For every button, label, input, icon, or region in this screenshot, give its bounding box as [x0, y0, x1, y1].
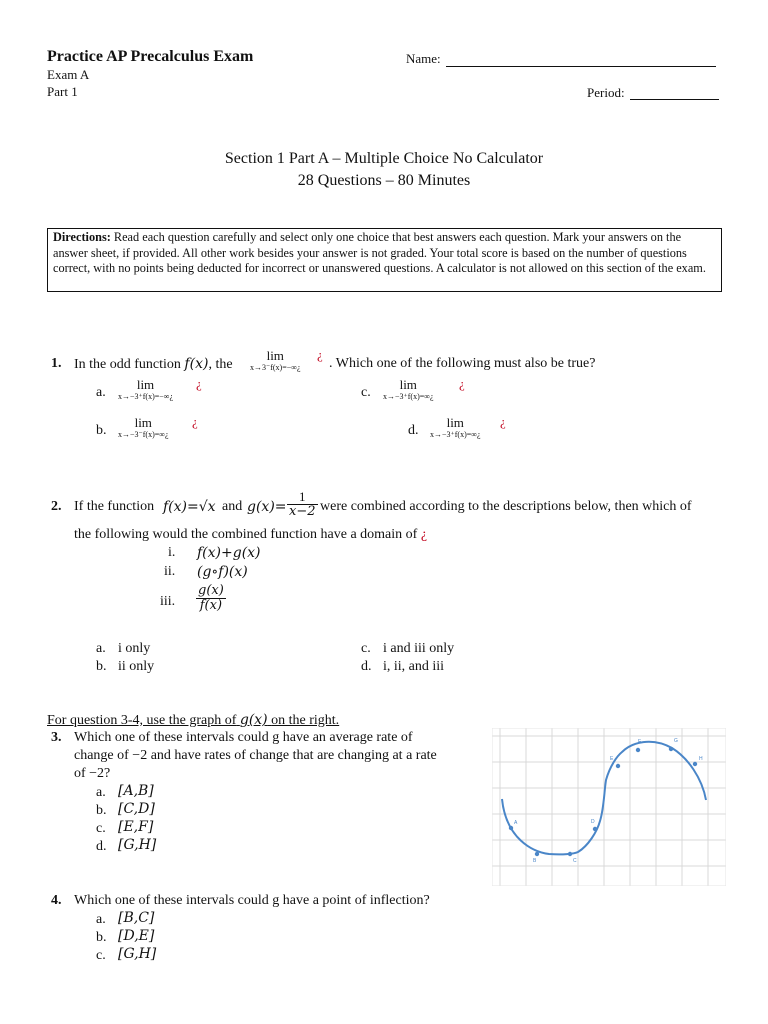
q1-lim-word: lim: [266, 348, 284, 363]
q1-choice-d-lim: lim: [446, 415, 464, 430]
graph-point-label: H: [699, 756, 703, 762]
q34-intro-b: on the right.: [271, 713, 340, 728]
q1-choice-a[interactable]: [118, 378, 173, 401]
q2-choice-c-letter[interactable]: c.: [361, 641, 371, 656]
q1-choice-a-mark: ¿: [196, 376, 202, 391]
q1-choice-b-mark: ¿: [192, 414, 198, 429]
q2-choice-a[interactable]: i only: [118, 641, 151, 656]
graph-point: [509, 826, 513, 830]
q1-choice-c[interactable]: [383, 378, 434, 401]
q1-choice-a-lim: lim: [136, 377, 155, 392]
q1-choice-a-letter[interactable]: a.: [96, 385, 106, 400]
period-label: Period:: [587, 85, 625, 100]
q34-intro-gx: g(x): [239, 712, 268, 728]
graph-point-label: G: [674, 738, 678, 744]
part-label: Part 1: [47, 84, 78, 99]
q3-choice-c[interactable]: [E,F]: [118, 819, 154, 835]
q2-item-iii-roman: iii.: [160, 594, 176, 609]
graph-point-label: D: [591, 819, 595, 825]
q2-choice-b-letter[interactable]: b.: [96, 659, 107, 674]
q1-choice-d-sub: x→−3⁺f(x)=∞¿: [430, 430, 481, 439]
graph-point-label: F: [638, 739, 642, 745]
q1-fx: f(x): [184, 356, 209, 372]
q1-choice-b[interactable]: [118, 416, 169, 439]
q2-number: 2.: [51, 499, 62, 514]
q3-choice-c-letter[interactable]: c.: [96, 821, 106, 836]
q2-item-iii-fraction: [196, 584, 226, 613]
q2-text-b: were combined according to the descriptions below, then which of: [320, 499, 692, 514]
q2-choice-c[interactable]: i and iii only: [383, 641, 455, 656]
graph-point: [616, 764, 620, 768]
section-title: Section 1 Part A – Multiple Choice No Calculator: [224, 150, 544, 167]
q3-number: 3.: [51, 730, 62, 745]
exam-label: Exam A: [47, 67, 90, 82]
q2-and: and: [222, 499, 243, 514]
q2-mark: ¿: [420, 527, 428, 542]
q2-item-i-expr: f(x)+g(x): [197, 545, 261, 561]
name-label: Name:: [406, 51, 441, 66]
graph-point: [669, 747, 673, 751]
q3-choice-b-letter[interactable]: b.: [96, 803, 107, 818]
q2-g-num: 1: [287, 490, 318, 505]
q2-g-den: x−2: [289, 504, 316, 519]
exam-title: Practice AP Precalculus Exam: [47, 48, 254, 65]
q3-line3: of −2?: [74, 766, 111, 781]
q1-choice-c-letter[interactable]: c.: [361, 385, 371, 400]
q1-choice-c-sub: x→−3⁺f(x)=∞¿: [383, 392, 434, 401]
period-field[interactable]: [630, 86, 719, 100]
directions-box: [47, 228, 722, 292]
q3-line1: Which one of these intervals could g have an average rate of: [74, 730, 413, 745]
directions-text: Read each question carefully and select only one choice that best answers each question. Mark your answers on the answer sheet, if provided. All other work besides your answer is not graded. Your total score is based on the number of questions correct, with no points being deducted for incorrect or unanswered questions. A calculator is not allowed on this section of the exam.: [53, 230, 706, 276]
q2-item-ii-expr: (g∘f)(x): [197, 564, 248, 580]
directions-label: Directions:: [53, 230, 111, 244]
q1-choice-d-letter[interactable]: d.: [408, 423, 419, 438]
q2-g-fraction: [287, 490, 318, 519]
q2-item-iii-num: g(x): [198, 583, 224, 598]
q3-choice-b[interactable]: [C,D]: [118, 801, 155, 817]
q1-text-b: , the: [208, 357, 233, 372]
q2-item-ii-roman: ii.: [164, 564, 176, 579]
section-subtitle: 28 Questions – 80 Minutes: [297, 172, 471, 189]
q4-text: Which one of these intervals could g have a point of inflection?: [74, 893, 430, 908]
q1-lim-sub: x→3⁻f(x)=−∞¿: [250, 363, 301, 372]
q1-choice-b-lim: lim: [134, 415, 152, 430]
q2-g-def-left: g(x)=: [247, 499, 287, 515]
q1-choice-b-sub: x→−3⁻f(x)=∞¿: [118, 430, 169, 439]
q1-choice-a-sub: x→−3⁺f(x)=−∞¿: [118, 392, 174, 401]
graph-point-label: C: [573, 858, 577, 864]
graph-point: [568, 852, 572, 856]
q1-choice-c-lim: lim: [399, 377, 417, 392]
q2-item-iii-den: f(x): [199, 598, 223, 613]
q1-text-start: [74, 356, 233, 373]
graph-point: [693, 762, 697, 766]
q2-text-c-span: the following would the combined function have a domain of: [74, 527, 418, 542]
q3-choice-d[interactable]: [G,H]: [118, 837, 157, 853]
q34-intro-a: For question 3-4, use the graph of: [47, 713, 237, 728]
graph-point: [593, 827, 597, 831]
graph-grid: [492, 728, 726, 886]
q2-choice-a-letter[interactable]: a.: [96, 641, 106, 656]
q2-text-c: [74, 527, 427, 543]
q4-choice-b[interactable]: [D,E]: [118, 928, 155, 944]
q1-choice-d-mark: ¿: [500, 414, 506, 429]
graph-point: [535, 852, 539, 856]
q1-text-c: . Which one of the following must also be true?: [329, 356, 596, 371]
q3-choice-a[interactable]: [A,B]: [118, 783, 154, 799]
q2-item-i-roman: i.: [168, 545, 176, 560]
q3-choice-a-letter[interactable]: a.: [96, 785, 106, 800]
q4-choice-a[interactable]: [B,C]: [118, 910, 155, 926]
graph-point-label: A: [514, 820, 518, 826]
graph-point-label: B: [533, 858, 537, 864]
q4-choice-c[interactable]: [G,H]: [118, 946, 157, 962]
q1-choice-b-letter[interactable]: b.: [96, 423, 107, 438]
q1-mark: ¿: [317, 347, 323, 362]
q2-text-a: If the function: [74, 499, 155, 514]
name-field[interactable]: [446, 52, 716, 67]
q3-choice-d-letter[interactable]: d.: [96, 839, 107, 854]
q4-choice-a-letter[interactable]: a.: [96, 912, 106, 927]
q1-text-a: In the odd function: [74, 357, 181, 372]
q2-choice-b[interactable]: ii only: [118, 659, 155, 674]
q3-line2: change of −2 and have rates of change that are changing at a rate: [74, 748, 437, 763]
q2-f-def: f(x)=√x: [163, 499, 216, 515]
q2-choice-d-letter[interactable]: d.: [361, 659, 372, 674]
g-graph: [492, 728, 726, 886]
graph-point: [636, 748, 640, 752]
q4-choice-b-letter[interactable]: b.: [96, 930, 107, 945]
q4-choice-c-letter[interactable]: c.: [96, 948, 106, 963]
graph-border: [492, 728, 726, 886]
q1-choice-d[interactable]: [430, 416, 481, 439]
q4-number: 4.: [51, 893, 62, 908]
graph-point-label: E: [610, 756, 614, 762]
q1-choice-c-mark: ¿: [459, 376, 465, 391]
graph-points: [509, 738, 703, 864]
q1-limit: [250, 349, 301, 372]
q34-intro: [47, 712, 339, 729]
q2-choice-d[interactable]: i, ii, and iii: [383, 659, 445, 674]
q1-number: 1.: [51, 356, 62, 371]
